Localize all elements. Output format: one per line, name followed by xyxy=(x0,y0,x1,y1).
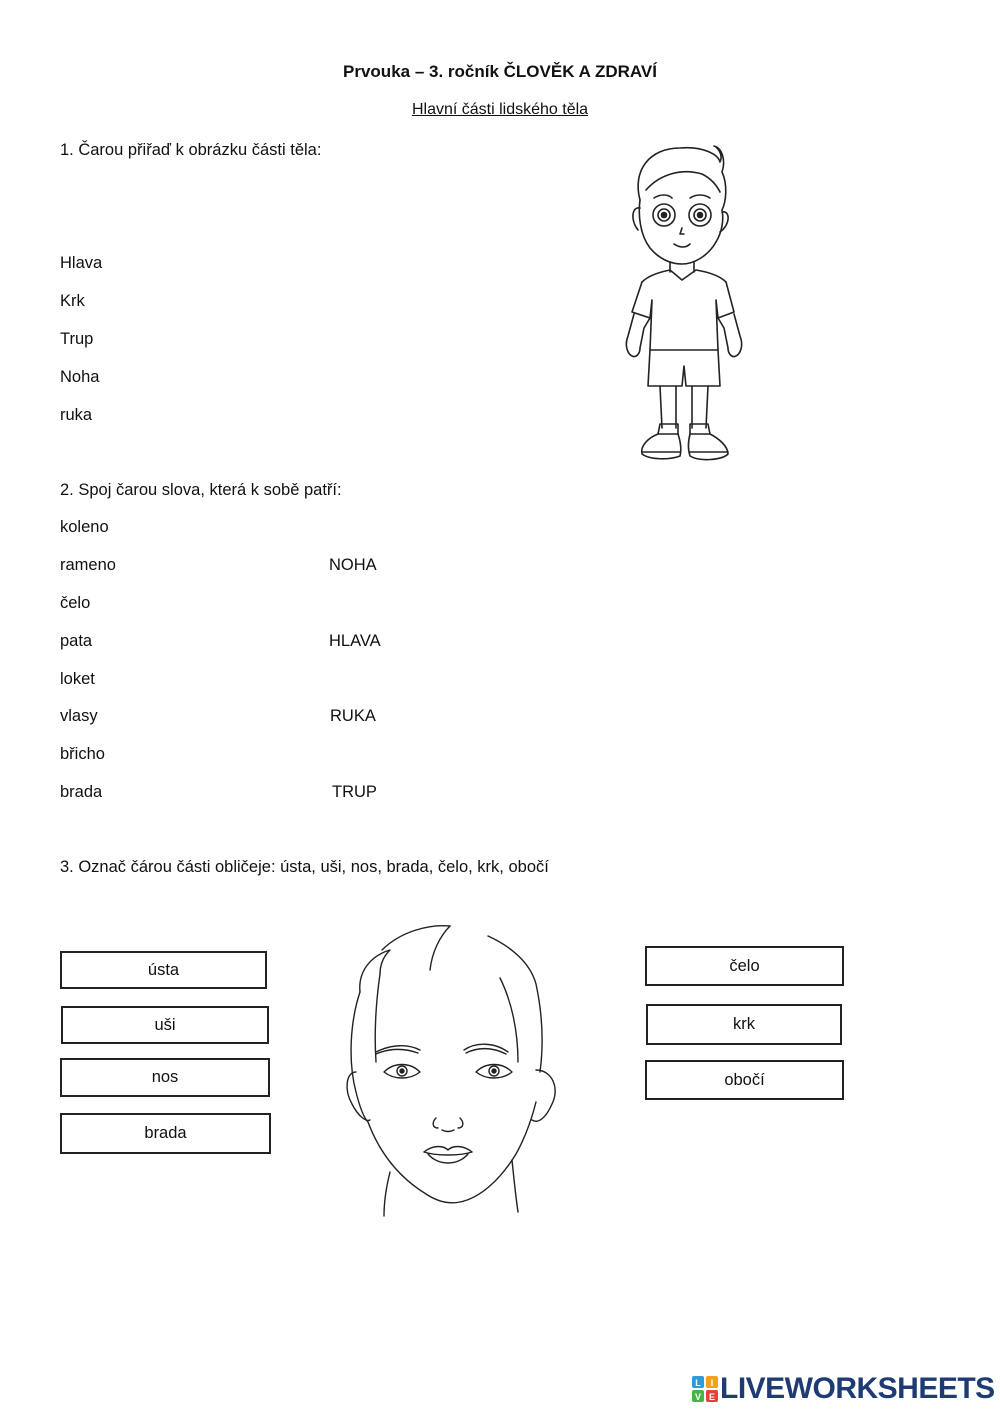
face-label-box-nos[interactable]: nos xyxy=(60,1058,270,1097)
liveworksheets-wordmark: LIVEWORKSHEETS xyxy=(720,1372,995,1405)
face-label-box-krk[interactable]: krk xyxy=(646,1004,842,1045)
task2-target-trup[interactable]: TRUP xyxy=(332,783,377,801)
task2-word-loket[interactable]: loket xyxy=(60,670,95,688)
task2-target-hlava[interactable]: HLAVA xyxy=(329,632,381,650)
task3-instruction: 3. Označ čárou části obličeje: ústa, uši, nos, brada, čelo, krk, obočí xyxy=(60,858,549,876)
svg-text:V: V xyxy=(694,1392,702,1402)
task2-word-koleno[interactable]: koleno xyxy=(60,518,109,536)
face-illustration[interactable] xyxy=(340,922,570,1218)
boy-illustration[interactable] xyxy=(610,140,760,475)
svg-text:E: E xyxy=(708,1392,716,1402)
task1-instruction: 1. Čarou přiřaď k obrázku části těla: xyxy=(60,141,322,159)
task1-word-noha[interactable]: Noha xyxy=(60,368,100,386)
svg-text:L: L xyxy=(695,1378,701,1388)
task2-word-brada[interactable]: brada xyxy=(60,783,103,801)
face-label-box-usta[interactable]: ústa xyxy=(60,951,267,989)
task2-target-noha[interactable]: NOHA xyxy=(329,556,377,574)
task2-word-bricho[interactable]: břicho xyxy=(60,745,105,763)
task1-word-hlava[interactable]: Hlava xyxy=(60,254,103,272)
task2-instruction: 2. Spoj čarou slova, která k sobě patří: xyxy=(60,481,342,499)
task2-word-celo[interactable]: čelo xyxy=(60,594,91,612)
task1-word-krk[interactable]: Krk xyxy=(60,292,85,310)
liveworksheets-brand xyxy=(692,1373,995,1405)
face-label-box-usi[interactable]: uši xyxy=(61,1006,269,1044)
task2-target-ruka[interactable]: RUKA xyxy=(330,707,376,725)
task2-word-rameno[interactable]: rameno xyxy=(60,556,116,574)
task2-word-vlasy[interactable]: vlasy xyxy=(60,707,98,725)
face-label-box-brada[interactable]: brada xyxy=(60,1113,271,1154)
page-subtitle: Hlavní části lidského těla xyxy=(411,101,589,118)
task2-word-pata[interactable]: pata xyxy=(60,632,93,650)
task1-word-trup[interactable]: Trup xyxy=(60,330,94,348)
svg-text:I: I xyxy=(710,1378,714,1388)
face-label-box-celo[interactable]: čelo xyxy=(645,946,844,986)
liveworksheets-logo-icon xyxy=(692,1376,718,1402)
task1-word-ruka[interactable]: ruka xyxy=(60,406,93,424)
page-title: Prvouka – 3. ročník ČLOVĚK A ZDRAVÍ xyxy=(343,62,657,81)
face-label-box-oboci[interactable]: obočí xyxy=(645,1060,844,1100)
